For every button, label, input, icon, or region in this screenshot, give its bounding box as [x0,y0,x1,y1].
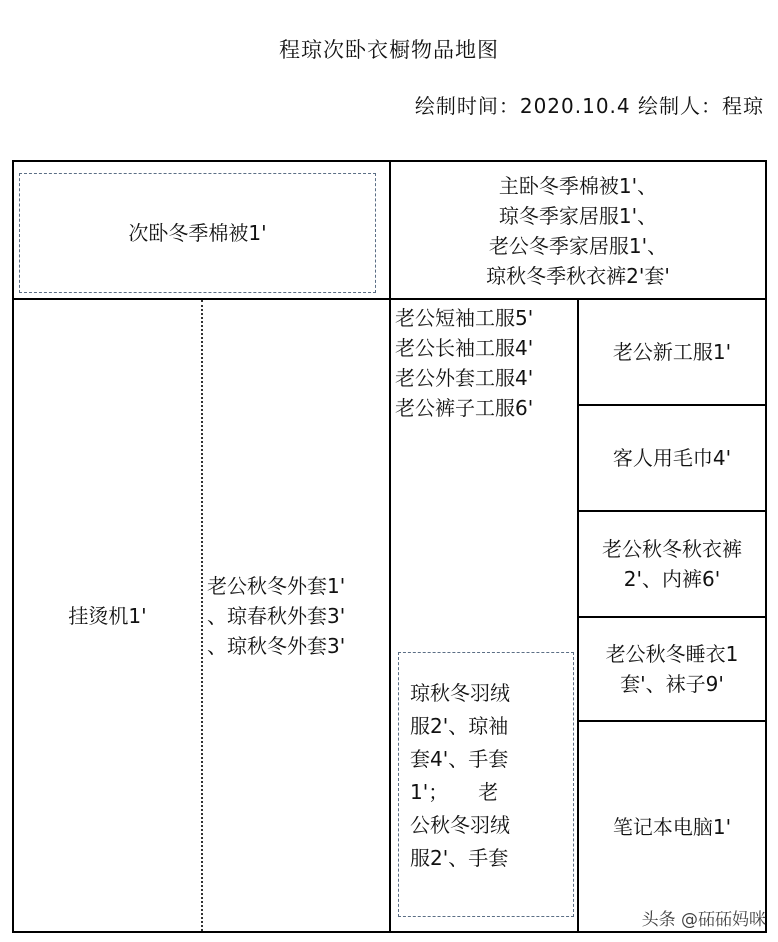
workwear-line: 老公外套工服4' [395,366,534,390]
cell-iron-text: 挂烫机1' [68,603,147,628]
pajamas-line: 套'、袜子9' [620,672,724,696]
cell-top-left [19,173,376,293]
cell-thermal-underwear [579,512,765,616]
coats-line: 、琼春秋外套3' [207,603,346,628]
top-right-line: 主卧冬季棉被1'、 [498,174,658,198]
document-meta: 绘制时间：2020.10.4 绘制人：程琼 [414,94,764,118]
cell-coats [203,300,389,931]
down-line: 套4'、手套 [410,747,509,771]
table-border-right [765,160,767,933]
cell-iron [14,300,201,931]
cell-workwear [395,303,533,423]
down-line: 公秋冬羽绒 [410,813,510,837]
cell-top-right [391,164,765,298]
cell-pajamas [579,618,765,720]
top-right-line: 老公冬季家居服1'、 [488,234,668,258]
coats-line: 老公秋冬外套1' [207,573,346,598]
watermark: 头条 @砳砳妈咪 [641,910,766,930]
cell-new-workwear [579,300,765,404]
cell-new-workwear-text: 老公新工服1' [612,340,732,364]
cell-down [410,677,538,875]
down-line: 服2'、手套 [410,846,509,870]
down-line: 琼秋冬羽绒 [410,681,510,705]
thermal-line: 2'、内裤6' [623,567,721,591]
cell-top-left-text: 次卧冬季棉被1' [128,221,267,245]
thermal-line: 老公秋冬秋衣裤 [602,537,742,561]
workwear-line: 老公短袖工服5' [395,306,534,330]
workwear-line: 老公长袖工服4' [395,336,534,360]
top-right-line: 琼冬季家居服1'、 [498,204,658,228]
pajamas-line: 老公秋冬睡衣1 [605,642,739,666]
cell-guest-towels [579,406,765,510]
down-line: 1'； 老 [410,780,499,804]
down-line: 服2'、琼袖 [410,714,509,738]
top-right-line: 琼秋冬季秋衣裤2'套' [486,264,670,288]
cell-guest-towels-text: 客人用毛巾4' [612,446,732,470]
cell-laptop-text: 笔记本电脑1' [612,814,732,839]
workwear-line: 老公裤子工服6' [395,396,534,420]
cell-laptop [579,722,765,931]
document-title: 程琼次卧衣橱物品地图 [279,38,499,62]
coats-line: 、琼秋冬外套3' [207,633,346,658]
